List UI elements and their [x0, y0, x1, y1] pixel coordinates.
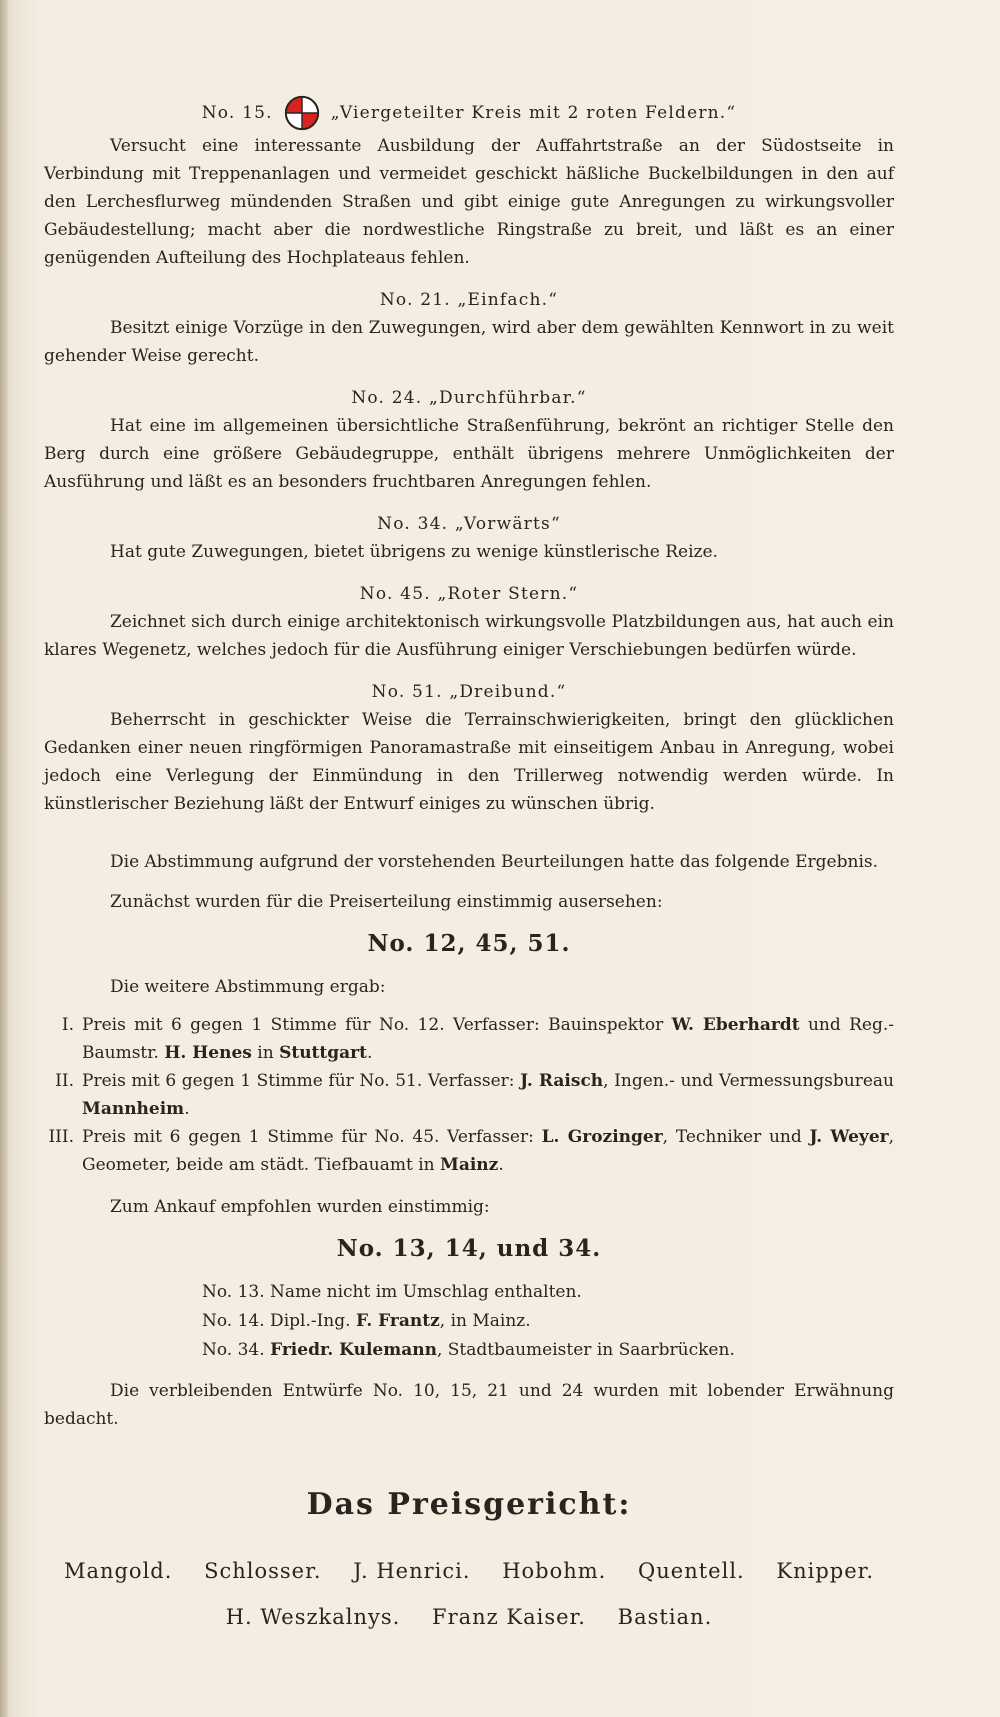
- entry-title-34: [44, 510, 894, 538]
- jury-signatures-line-2: [44, 1594, 894, 1640]
- purchase-text: , in Mainz.: [439, 1311, 531, 1331]
- entry-title-21: [44, 286, 894, 314]
- entry-motto: „Roter Stern.“: [437, 584, 579, 604]
- prize-2: [44, 1067, 894, 1123]
- purchase-text: No. 14. Dipl.-Ing.: [202, 1311, 356, 1331]
- purchase-item: [44, 1307, 894, 1336]
- purchase-text: , Stadtbaumeister in Saarbrücken.: [436, 1340, 735, 1360]
- entry-text-34: Hat gute Zuwegungen, bietet übrigens zu wenige künstlerische Reize.: [110, 542, 718, 562]
- first-selection-intro: Zunächst wurden für die Preiserteilung einstimmig ausersehen:: [110, 892, 663, 912]
- entry-motto: „Dreibund.“: [449, 682, 567, 702]
- city-name: Mannheim: [82, 1099, 185, 1119]
- entry-title-15: [44, 94, 894, 132]
- prize-text-c: , Geometer, beide am städt. Tiefbauamt in: [82, 1127, 894, 1175]
- jury-member: Franz Kaiser.: [432, 1605, 586, 1629]
- prize-text-c: in: [251, 1043, 280, 1063]
- city-name: Mainz: [440, 1155, 499, 1175]
- prize-text-b: und Reg.-Baumstr.: [82, 1015, 895, 1063]
- binding-edge: [0, 0, 8, 1717]
- entry-title-51: [44, 678, 894, 706]
- prize-text-b: , Techniker und: [662, 1127, 810, 1147]
- quartered-circle-icon: [283, 94, 321, 132]
- jury-member: Bastian.: [617, 1605, 713, 1629]
- entry-text-51: Beherrscht in geschickter Weise die Terrainschwierigkeiten, bringt den glücklichen Gedanken einer neuen ringförmigen Panoramastraße mit einseitigem Anbau in Anregung, wobei jedoch eine Verlegung der Einmündung in den Trillerweg notwendig werden würde. In künstlerischer Beziehung läßt der Entwurf einiges zu wünschen übrig.: [44, 710, 894, 814]
- jury-member: Hobohm.: [502, 1559, 607, 1583]
- prize-text-c: .: [184, 1099, 190, 1119]
- prize-text-a: Preis mit 6 gegen 1 Stimme für No. 45. Verfasser:: [82, 1127, 542, 1147]
- jury-member: J. Henrici.: [353, 1559, 471, 1583]
- prize-text: [82, 1011, 894, 1067]
- jury-member: Schlosser.: [204, 1559, 322, 1583]
- prize-roman: I.: [61, 1015, 74, 1035]
- prize-3: [44, 1123, 894, 1179]
- author-name: H. Henes: [164, 1043, 252, 1063]
- city-name: Stuttgart: [279, 1043, 367, 1063]
- further-vote-intro: Die weitere Abstimmung ergab:: [110, 977, 386, 997]
- prize-1: [44, 1011, 894, 1067]
- entry-motto: „Durchführbar.“: [429, 388, 587, 408]
- prize-roman: III.: [48, 1127, 74, 1147]
- document-body: [44, 94, 894, 1640]
- remaining-entries: Die verbleibenden Entwürfe No. 10, 15, 21 und 24 wurden mit lobender Erwähnung bedacht.: [44, 1381, 894, 1429]
- prize-text-d: .: [498, 1155, 504, 1175]
- entry-number: No. 51.: [371, 682, 443, 702]
- purchase-item: [44, 1278, 894, 1307]
- purchase-text: No. 13. Name nicht im Umschlag enthalten.: [202, 1282, 582, 1302]
- entry-number: No. 45.: [359, 584, 431, 604]
- purchase-item: [44, 1336, 894, 1365]
- author-name: W. Eberhardt: [671, 1015, 800, 1035]
- prize-text: [82, 1123, 894, 1179]
- prize-text-d: .: [366, 1043, 373, 1063]
- entry-text-24: Hat eine im allgemeinen übersichtliche Straßenführung, bekrönt an richtiger Stelle den Berg durch eine größere Gebäudegruppe, enthält übrigens mehrere Unmöglichkeiten der Ausführung und läßt es an besonders fruchtbaren Anregungen fehlen.: [44, 416, 894, 492]
- entry-number: No. 21.: [379, 290, 451, 310]
- jury-member: Knipper.: [776, 1559, 875, 1583]
- jury-title: Das Preisgericht:: [306, 1487, 632, 1522]
- entry-text-21: Besitzt einige Vorzüge in den Zuwegungen, wird aber dem gewählten Kennwort in zu weit gehender Weise gerecht.: [44, 318, 894, 366]
- author-name: Friedr. Kulemann: [270, 1340, 437, 1360]
- entry-title-45: [44, 580, 894, 608]
- prize-text: [82, 1067, 894, 1123]
- prize-roman: II.: [55, 1071, 74, 1091]
- jury-signatures-line-1: [44, 1548, 894, 1594]
- entry-text-45: Zeichnet sich durch einige architektonisch wirkungsvolle Platzbildungen aus, hat auch ein klares Wegenetz, welches jedoch für die Ausführung einiger Verschiebungen bedürfen würde.: [44, 612, 894, 660]
- vote-intro: Die Abstimmung aufgrund der vorstehenden Beurteilungen hatte das folgende Ergebnis.: [110, 852, 879, 872]
- author-name: F. Frantz: [355, 1311, 440, 1331]
- author-name: L. Grozinger: [541, 1127, 663, 1147]
- entry-motto: „Viergeteilter Kreis mit 2 roten Feldern.“: [330, 103, 737, 123]
- purchase-intro: Zum Ankauf empfohlen wurden einstimmig:: [110, 1197, 490, 1217]
- entry-number: No. 34.: [377, 514, 449, 534]
- purchase-text: No. 34.: [202, 1340, 271, 1360]
- author-name: J. Raisch: [520, 1071, 604, 1091]
- entry-title-24: [44, 384, 894, 412]
- prize-text-b: , Ingen.- und Vermessungsbureau: [603, 1071, 894, 1091]
- purchase-numbers: No. 13, 14, und 34.: [336, 1235, 602, 1262]
- entry-text-15: Versucht eine interessante Ausbildung der Auffahrtstraße an der Südostseite in Verbindung mit Treppenanlagen und vermeidet geschickt häßliche Buckelbildungen in den auf den Lerchesflurweg mündenden Straßen und gibt einige gute Anregungen zu wirkungsvoller Gebäudestellung; macht aber die nordwestliche Ringstraße zu breit, und läßt es an einer genügenden Aufteilung des Hochplateaus fehlen.: [44, 136, 894, 268]
- author-name: J. Weyer: [809, 1127, 889, 1147]
- jury-member: Quentell.: [638, 1559, 745, 1583]
- selected-numbers: No. 12, 45, 51.: [367, 930, 571, 957]
- prize-text-a: Preis mit 6 gegen 1 Stimme für No. 51. Verfasser:: [82, 1071, 521, 1091]
- entry-motto: „Vorwärts“: [454, 514, 561, 534]
- entry-motto: „Einfach.“: [457, 290, 559, 310]
- jury-member: H. Weszkalnys.: [225, 1605, 401, 1629]
- entry-number: No. 24.: [351, 388, 423, 408]
- prize-text-a: Preis mit 6 gegen 1 Stimme für No. 12. Verfasser: Bauinspektor: [82, 1015, 672, 1035]
- jury-member: Mangold.: [63, 1559, 173, 1583]
- entry-number: No. 15.: [201, 103, 273, 123]
